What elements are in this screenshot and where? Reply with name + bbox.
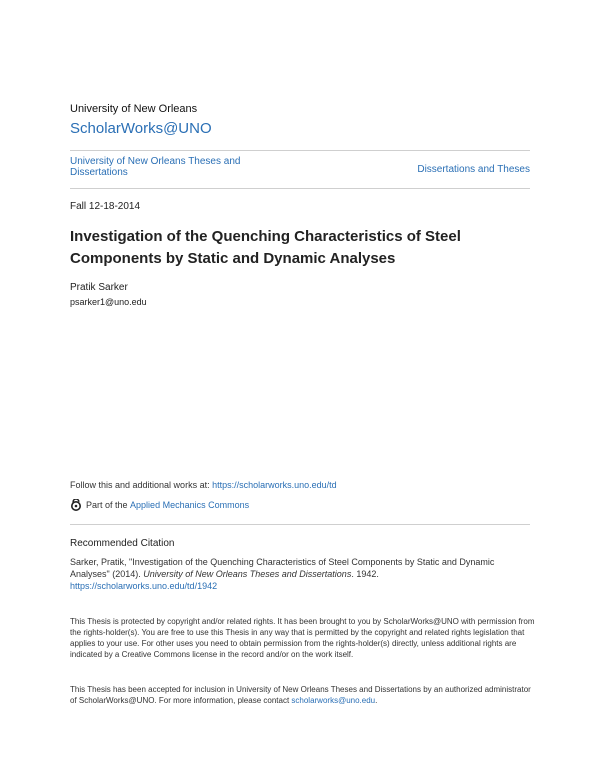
- citation-block: [70, 556, 535, 592]
- author-email: psarker1@uno.edu: [70, 297, 147, 307]
- open-access-icon: [70, 499, 82, 511]
- commons-link[interactable]: Applied Mechanics Commons: [130, 500, 250, 510]
- citation-series: University of New Orleans Theses and Dissertations: [143, 569, 352, 579]
- contact-email-link[interactable]: scholarworks@uno.edu: [291, 696, 376, 705]
- document-title: Investigation of the Quenching Characteristics of Steel Components by Static and Dynamic Analyses: [70, 228, 461, 267]
- citation-heading: Recommended Citation: [70, 538, 175, 549]
- citation-suffix: . 1942.: [351, 569, 379, 579]
- follow-line: [70, 480, 337, 490]
- university-name: University of New Orleans: [70, 103, 198, 115]
- author-name: Pratik Sarker: [70, 282, 128, 293]
- collection-link-left[interactable]: University of New Orleans Theses and Dissertations: [70, 156, 241, 178]
- citation-url-link[interactable]: https://scholarworks.uno.edu/td/1942: [70, 581, 218, 591]
- publication-date: Fall 12-18-2014: [70, 201, 141, 212]
- copyright-paragraph: This Thesis is protected by copyright and/or related rights. It has been brought to you by ScholarWorks@UNO with permission from the rights-holder(s). You are free to use this Thesis in any way that is permitted by the copyright and related rights legislation that applies to your use. For other uses you need to obtain permission from the rights-holder(s) directly, unless additional rights are indicated by a Creative Commons license in the record and/or on the work itself.: [70, 617, 535, 659]
- follow-prefix: Follow this and additional works at:: [70, 480, 213, 490]
- collection-divider: [70, 188, 530, 189]
- follow-url-link[interactable]: https://scholarworks.uno.edu/td: [212, 480, 337, 490]
- header-divider: [70, 150, 530, 151]
- citation-text: Sarker, Pratik, "Investigation of the Quenching Characteristics of Steel Components by Static and Dynamic Analyses" (2014).: [70, 557, 495, 579]
- part-of-prefix: Part of the: [86, 500, 128, 510]
- repository-link[interactable]: ScholarWorks@UNO: [70, 120, 212, 137]
- acceptance-end: .: [375, 696, 378, 705]
- acceptance-text: This Thesis has been accepted for inclusion in University of New Orleans Theses and Dissertations by an authorized administrator of ScholarWorks@UNO. For more information, please contact: [70, 685, 531, 705]
- part-of-line: [70, 499, 249, 511]
- citation-divider: [70, 524, 530, 525]
- acceptance-paragraph: [70, 684, 535, 706]
- collection-link-right[interactable]: Dissertations and Theses: [417, 164, 530, 175]
